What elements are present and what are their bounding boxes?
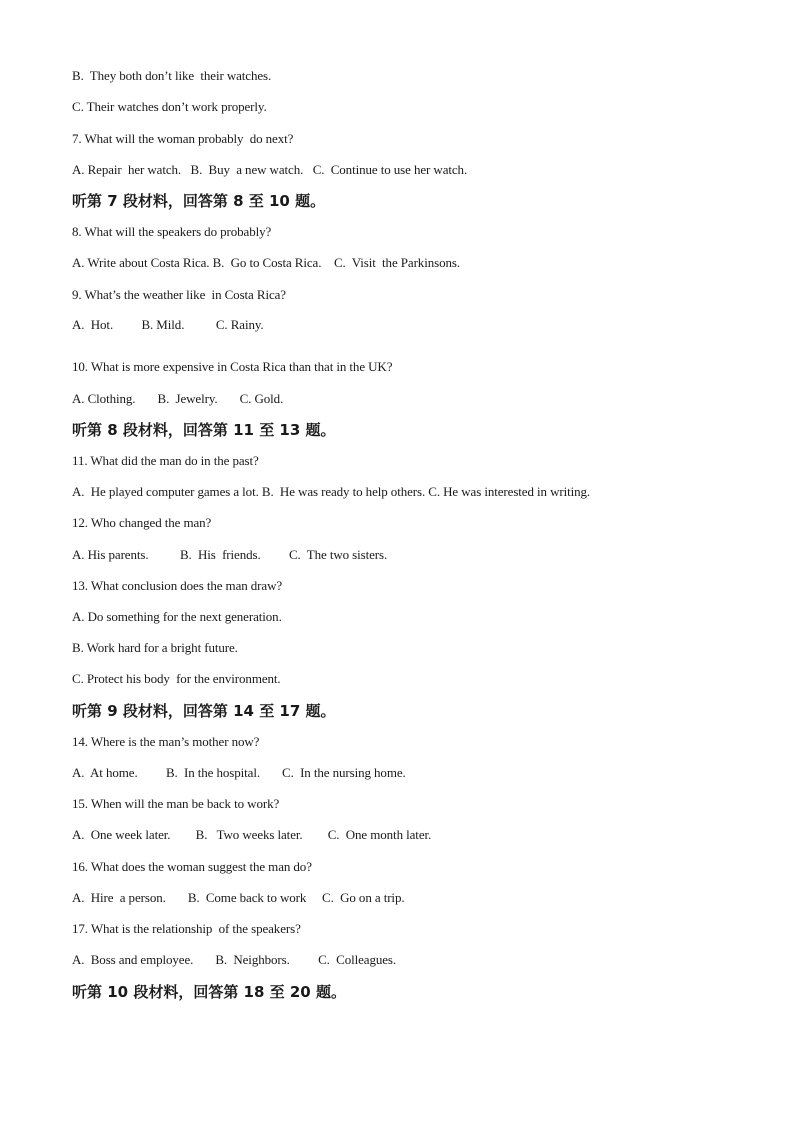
option-line: A. He played computer games a lot. B. He was ready to help others. C. He was interested in writing.: [72, 484, 591, 499]
question-line: 14. Where is the man’s mother now?: [72, 734, 260, 749]
section-heading: 听第 9 段材料，回答第 14 至 17 题。: [72, 702, 336, 720]
option-line: C. Protect his body for the environment.: [72, 671, 281, 686]
option-line: B. Work hard for a bright future.: [72, 640, 238, 655]
section-heading: 听第 10 段材料，回答第 18 至 20 题。: [72, 983, 346, 1001]
question-line: 7. What will the woman probably do next?: [72, 131, 294, 146]
question-line: 9. What’s the weather like in Costa Rica?: [72, 287, 286, 302]
option-line: A. Hire a person. B. Come back to work C. Go on a trip.: [72, 890, 405, 905]
question-line: 16. What does the woman suggest the man do?: [72, 859, 312, 874]
option-line: B. They both don’t like their watches.: [72, 68, 272, 83]
question-line: 11. What did the man do in the past?: [72, 453, 259, 468]
question-line: 13. What conclusion does the man draw?: [72, 578, 283, 593]
section-heading: 听第 7 段材料，回答第 8 至 10 题。: [72, 192, 326, 210]
section-heading: 听第 8 段材料，回答第 11 至 13 题。: [72, 421, 336, 439]
option-line: A. Boss and employee. B. Neighbors. C. Colleagues.: [72, 952, 397, 967]
question-line: 15. When will the man be back to work?: [72, 796, 280, 811]
question-line: 17. What is the relationship of the speakers?: [72, 921, 301, 936]
question-line: 10. What is more expensive in Costa Rica than that in the UK?: [72, 359, 393, 374]
option-line: A. At home. B. In the hospital. C. In the nursing home.: [72, 765, 406, 780]
option-line: A. Hot. B. Mild. C. Rainy.: [72, 317, 264, 332]
question-line: 12. Who changed the man?: [72, 515, 212, 530]
option-line: A. Repair her watch. B. Buy a new watch. C. Continue to use her watch.: [72, 162, 468, 177]
option-line: A. Clothing. B. Jewelry. C. Gold.: [72, 391, 284, 406]
option-line: C. Their watches don’t work properly.: [72, 99, 267, 114]
option-line: A. One week later. B. Two weeks later. C. One month later.: [72, 827, 432, 842]
option-line: A. Write about Costa Rica. B. Go to Costa Rica. C. Visit the Parkinsons.: [72, 255, 460, 270]
question-line: 8. What will the speakers do probably?: [72, 224, 272, 239]
option-line: A. His parents. B. His friends. C. The two sisters.: [72, 547, 388, 562]
option-line: A. Do something for the next generation.: [72, 609, 282, 624]
